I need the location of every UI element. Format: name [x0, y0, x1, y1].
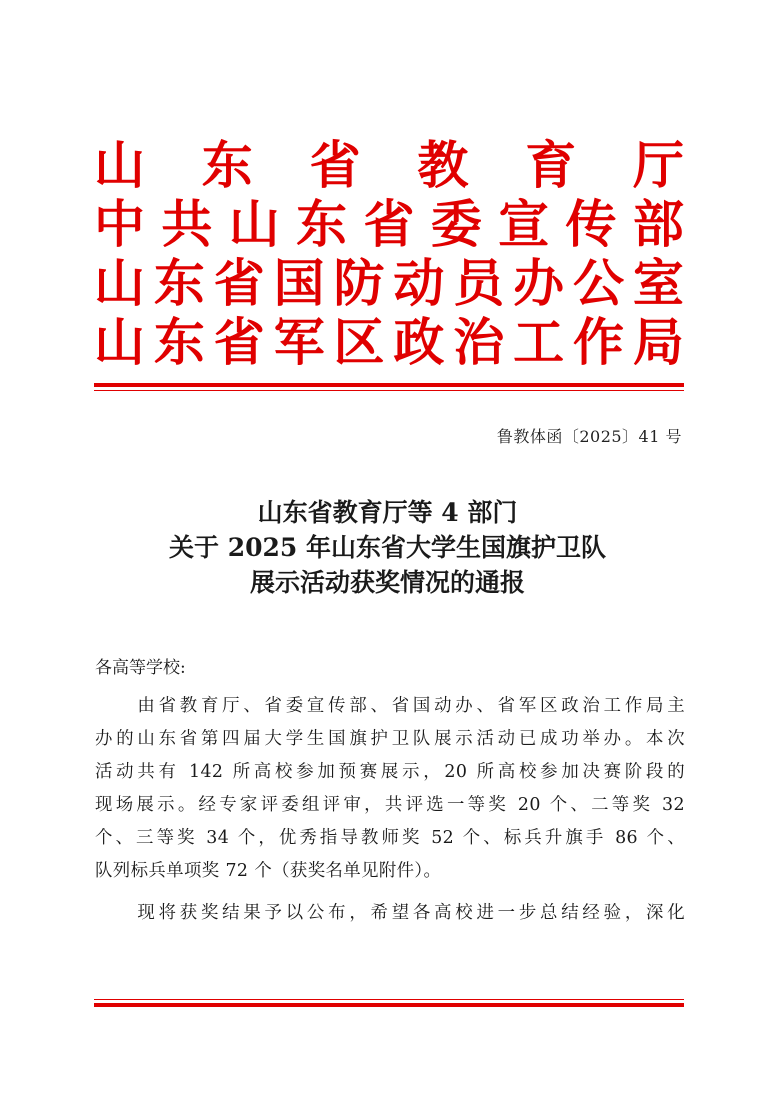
issuer-char: 部: [632, 196, 684, 255]
paragraph-gap: [95, 888, 685, 897]
footer-red-rule-thick: [94, 1003, 684, 1007]
paragraph-line: 现场展示。经专家评委组评审，共评选一等奖 20 个、二等奖 32: [95, 795, 685, 815]
issuer-line-publicity-department: [94, 197, 684, 255]
issuer-char: 中: [94, 196, 146, 255]
issuer-char: 山: [94, 255, 146, 314]
issuer-char: 东: [153, 314, 205, 373]
issuer-char: 传: [565, 196, 617, 255]
title-line: 山东省教育厅等 4 部门: [257, 498, 518, 527]
issuer-char: 政: [393, 314, 445, 373]
issuer-char: 共: [161, 196, 213, 255]
paragraph-line: 办的山东省第四届大学生国旗护卫队展示活动已成功举办。本次: [95, 729, 685, 749]
issuer-char: 教: [417, 137, 469, 196]
title-line: 展示活动获奖情况的通报: [249, 568, 525, 597]
salutation: 各高等学校:: [95, 658, 186, 678]
issuer-char: 军: [273, 314, 325, 373]
issuer-char: 治: [453, 314, 505, 373]
issuer-char: 东: [153, 255, 205, 314]
issuer-line-defense-mobilization-office: [94, 256, 684, 314]
document-number: 鲁教体函〔2025〕41 号: [496, 427, 682, 446]
issuer-line-education-department: [94, 138, 684, 196]
issuer-char: 山: [94, 314, 146, 373]
issuer-char: 东: [296, 196, 348, 255]
paragraph-line: 现将获奖结果予以公布，希望各高校进一步总结经验，深化: [95, 903, 685, 923]
issuer-char: 省: [213, 314, 265, 373]
issuer-char: 工: [513, 314, 565, 373]
issuer-char: 省: [309, 137, 361, 196]
issuer-char: 室: [632, 255, 684, 314]
issuer-line-military-political-bureau: [94, 315, 684, 373]
title-line: 关于 2025 年山东省大学生国旗护卫队: [169, 533, 606, 562]
header-red-rule-thin: [94, 390, 684, 391]
body-text: [95, 690, 685, 930]
issuer-char: 宣: [498, 196, 550, 255]
issuer-char: 厅: [632, 137, 684, 196]
issuer-header: [94, 138, 684, 374]
issuer-char: 办: [513, 255, 565, 314]
issuer-char: 国: [273, 255, 325, 314]
issuer-char: 员: [453, 255, 505, 314]
footer-red-rule-thin: [94, 999, 684, 1000]
issuer-char: 育: [525, 137, 577, 196]
issuer-char: 省: [363, 196, 415, 255]
header-red-rule-thick: [94, 383, 684, 387]
issuer-char: 作: [573, 314, 625, 373]
issuer-char: 委: [430, 196, 482, 255]
paragraph-line: 队列标兵单项奖 72 个（获奖名单见附件）。: [95, 861, 442, 881]
issuer-char: 省: [213, 255, 265, 314]
paragraph-line: 由省教育厅、省委宣传部、省国动办、省军区政治工作局主: [95, 696, 685, 716]
issuer-char: 局: [632, 314, 684, 373]
issuer-char: 山: [94, 137, 146, 196]
paragraph-line: 个、三等奖 34 个，优秀指导教师奖 52 个、标兵升旗手 86 个、: [95, 828, 685, 848]
issuer-char: 防: [333, 255, 385, 314]
paragraph-line: 活动共有 142 所高校参加预赛展示，20 所高校参加决赛阶段的: [95, 762, 685, 782]
issuer-char: 山: [228, 196, 280, 255]
document-title: [60, 495, 715, 600]
issuer-char: 公: [573, 255, 625, 314]
issuer-char: 区: [333, 314, 385, 373]
issuer-char: 东: [201, 137, 253, 196]
issuer-char: 动: [393, 255, 445, 314]
